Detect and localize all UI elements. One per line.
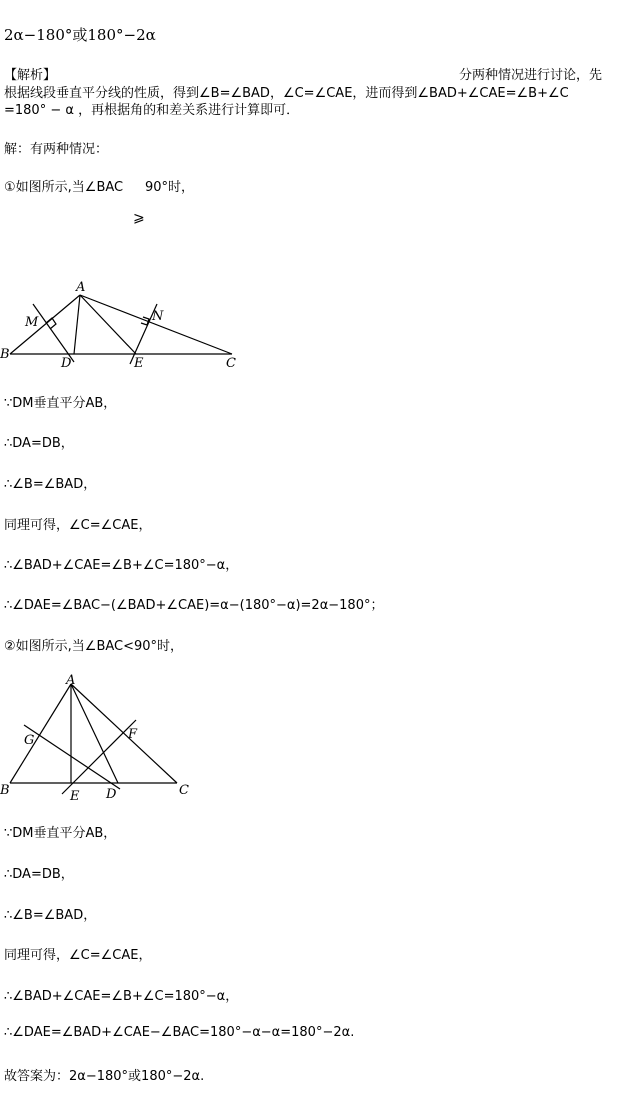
solution-intro: 解：有两种情况： [4,142,109,157]
segment-ae [80,295,136,354]
case2-step-5: ∴∠BAD+∠CAE=∠B+∠C=180°−α， [4,989,239,1004]
segment-ad [71,684,118,783]
right-angle-n [141,317,149,325]
case2-step-1: ∵DM垂直平分AB， [4,826,117,841]
label-a: A [76,280,86,295]
analysis-line-2: 根据线段垂直平分线的性质，得到∠B=∠BAD，∠C=∠CAE，进而得到∠BAD+∠CAE=∠B+∠C [4,86,569,101]
case1-figure [0,278,250,373]
label-c: C [226,356,236,371]
case2-step-4: 同理可得，∠C=∠CAE， [4,948,152,963]
segment-ad [74,295,80,354]
case2-step-3: ∴∠B=∠BAD， [4,908,97,923]
label-c: C [179,783,189,798]
case1-step-5: ∴∠BAD+∠CAE=∠B+∠C=180°−α， [4,558,239,573]
label-b: B [0,347,10,362]
case1-title-part2: 90°时， [145,180,195,195]
label-a: A [66,673,76,688]
case1-step-4: 同理可得，∠C=∠CAE， [4,518,152,533]
analysis-line-3: =180° − α ，再根据角的和差关系进行计算即可． [4,103,300,118]
label-m: M [25,315,39,330]
answer-line: 2α−180°或180°−2α [4,26,156,44]
label-g: G [24,733,35,748]
case1-step-1: ∵DM垂直平分AB， [4,396,117,411]
label-d: D [106,787,117,802]
case1-step-2: ∴DA=DB， [4,436,74,451]
case2-title: ②如图所示,当∠BAC<90°时， [4,639,184,654]
side-ac [80,295,232,354]
case2-step-6: ∴∠DAE=∠BAD+∠CAE−∠BAC=180°−α−α=180°−2α. [4,1025,355,1040]
final-answer: 故答案为：2α−180°或180°−2α. [4,1069,205,1084]
case1-title-part1: ①如图所示,当∠BAC [4,180,124,195]
side-ab [10,295,80,354]
case1-step-6: ∴∠DAE=∠BAC−(∠BAD+∠CAE)=α−(180°−α)=2α−180°； [4,598,384,613]
label-f: F [128,727,138,742]
case1-geq-symbol: ⩾ [133,210,145,226]
analysis-header: 【解析】 [4,68,57,83]
side-ac [71,684,177,783]
label-d: D [61,356,72,371]
case1-step-3: ∴∠B=∠BAD， [4,477,97,492]
case2-figure [0,670,200,805]
case2-step-2: ∴DA=DB， [4,867,74,882]
label-b: B [0,783,10,798]
label-n: N [152,309,164,324]
label-e: E [134,356,144,371]
label-e: E [70,789,80,804]
bisector-dm [33,304,74,362]
analysis-right-text: 分两种情况进行讨论，先 [459,68,603,83]
side-ab [10,684,71,783]
